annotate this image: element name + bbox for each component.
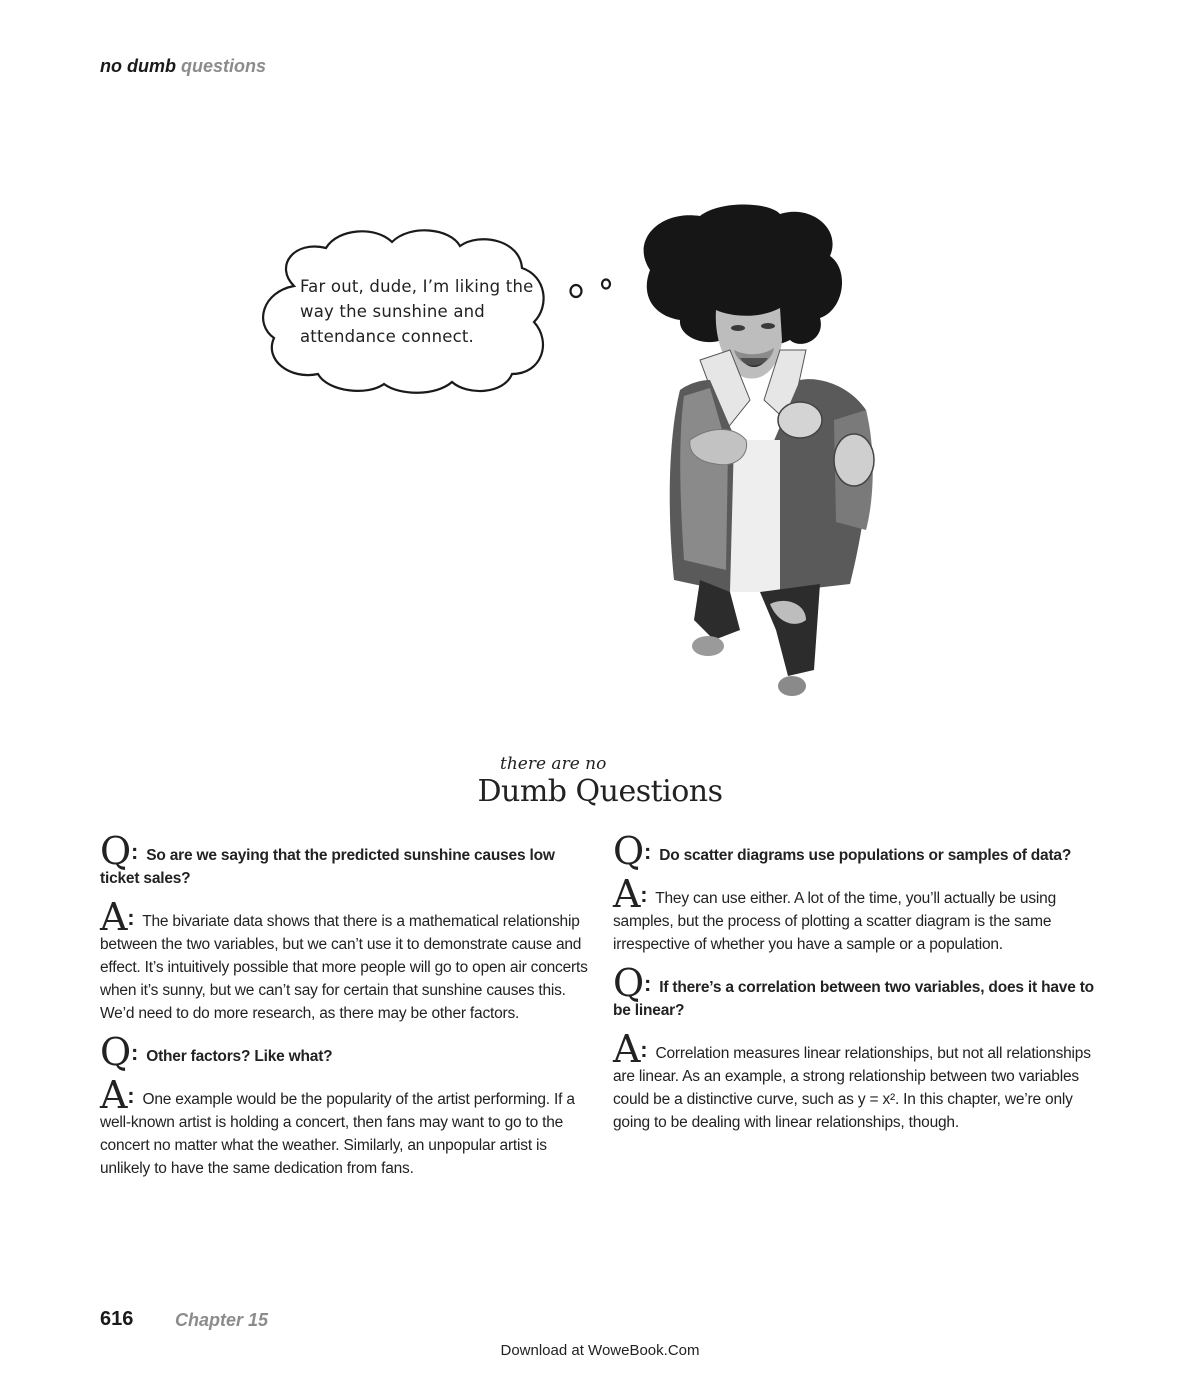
running-head-bold: no dumb [100, 56, 176, 76]
chapter-label: Chapter 15 [175, 1310, 269, 1330]
section-title-small: there are no [500, 754, 607, 774]
question-text: If there’s a correlation between two variables, does it have to be linear? [613, 979, 1094, 1019]
qa-column-right [613, 829, 1103, 1148]
answer: A: They can use either. A lot of the time, you’ll actually be using samples, but the process of plotting a scatter diagram is the same irrespective of whether you have a sample or a population. [613, 872, 1056, 953]
answer: A: The bivariate data shows that there is a mathematical relationship between the two variables, but we can’t use it to demonstrate cause and effect. It’s intuitively possible that more people will go to open air concerts when it’s sunny, but we can’t say for certain that sunshine causes this. We’d need to do more research, as there may be other factors. [100, 895, 588, 1022]
man-with-afro-photo [630, 200, 910, 700]
question: Q: So are we saying that the predicted sunshine causes low ticket sales? [100, 829, 555, 887]
answer-text: The bivariate data shows that there is a mathematical relationship between the two variables, but we can’t use it to demonstrate cause and effect. It’s intuitively possible that more people will go to open air concerts when it’s sunny, but we can’t say for certain that sunshine causes this. We’d need to do more research, as there may be other factors. [100, 913, 588, 1022]
thought-dots [562, 272, 622, 302]
a-letter: A [100, 895, 128, 939]
thought-bubble-text: Far out, dude, I’m liking the way the sunshine and attendance connect. [300, 277, 534, 346]
answer-text: They can use either. A lot of the time, you’ll actually be using samples, but the process of plotting a scatter diagram is the same irrespective of whether you have a sample or a population. [613, 890, 1056, 953]
a-letter: A [613, 872, 641, 916]
running-head [100, 56, 266, 77]
answer: A: One example would be the popularity of the artist performing. If a well-known artist is holding a concert, then fans may want to go to the concert no matter what the weather. Similarly, an unpopular artist is unlikely to have the same dedication from fans. [100, 1073, 575, 1177]
page-number: 616 [100, 1308, 134, 1330]
running-head-light: questions [181, 56, 267, 76]
q-letter: Q [613, 829, 644, 873]
q-letter: Q [613, 961, 644, 1005]
answer: A: Correlation measures linear relationships, but not all relationships are linear. As an example, a strong relationship between two variables could be a distinctive curve, such as y = x². In this chapter, we’re only going to be dealing with linear relationships, though. [613, 1027, 1091, 1131]
answer-text: Correlation measures linear relationships, but not all relationships are linear. As an example, a strong relationship between two variables could be a distinctive curve, such as y = x². In this chapter, we’re only going to be dealing with linear relationships, though. [613, 1045, 1091, 1131]
question-text: Do scatter diagrams use populations or samples of data? [659, 847, 1072, 864]
question: Q: Do scatter diagrams use populations or samples of data? [613, 829, 1072, 873]
a-letter: A [100, 1073, 128, 1117]
qa-column-left [100, 829, 590, 1194]
section-title: Dumb Questions [477, 774, 723, 809]
q-letter: Q [100, 1030, 131, 1074]
answer-text: One example would be the popularity of the artist performing. If a well-known artist is holding a concert, then fans may want to go to the concert no matter what the weather. Similarly, an unpopular artist is unlikely to have the same dedication from fans. [100, 1091, 575, 1177]
question: Q: If there’s a correlation between two variables, does it have to be linear? [613, 961, 1094, 1019]
question-text: So are we saying that the predicted sunshine causes low ticket sales? [100, 847, 555, 887]
question: Q: Other factors? Like what? [100, 1030, 333, 1074]
q-letter: Q [100, 829, 131, 873]
question-text: Other factors? Like what? [146, 1048, 333, 1065]
a-letter: A [613, 1027, 641, 1071]
download-note: Download at WoweBook.Com [500, 1342, 700, 1359]
